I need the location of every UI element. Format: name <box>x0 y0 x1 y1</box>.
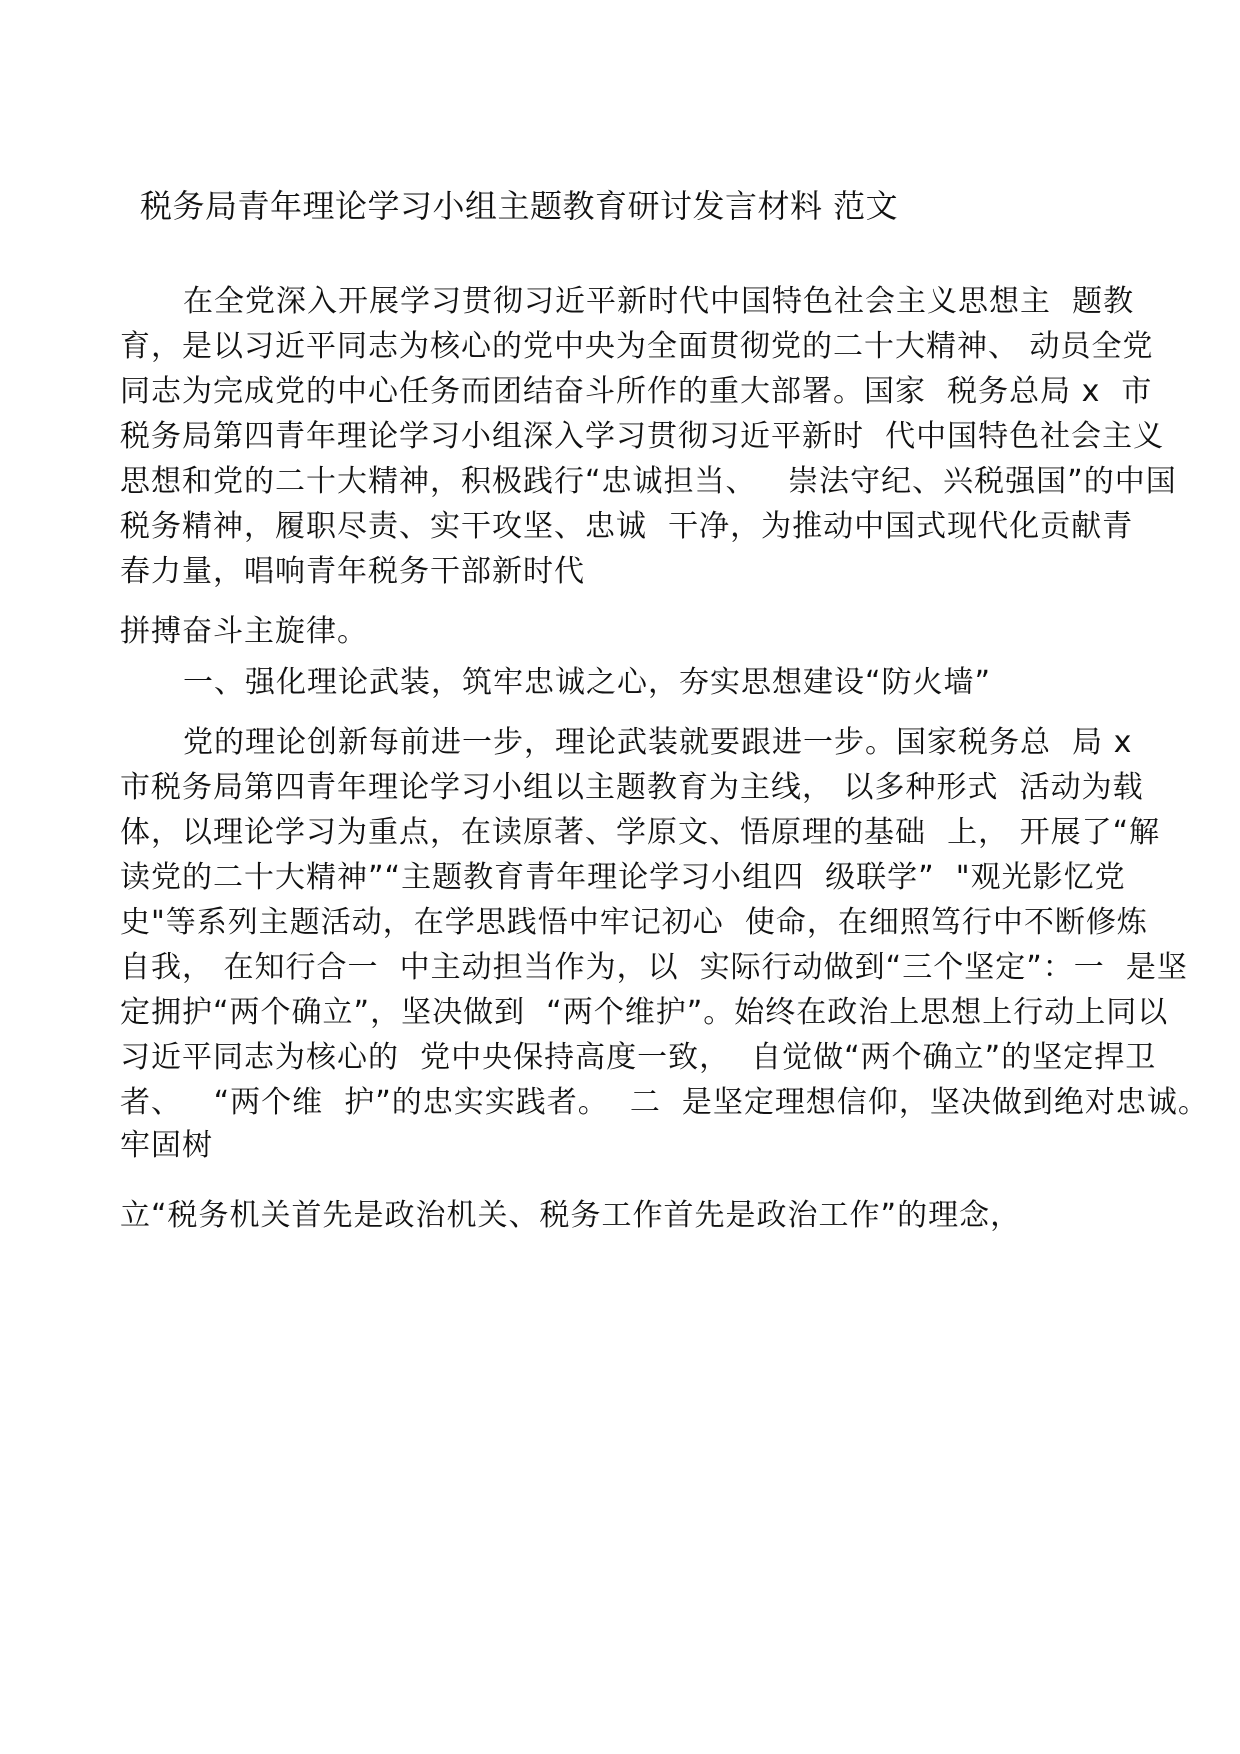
intro-line-5: 思想和党的二十大精神，积极践行“忠诚担当、 崇法守纪、兴税强国”的中国 <box>120 464 1177 499</box>
section1-tail: 立“税务机关首先是政治机关、税务工作首先是政治工作”的理念， <box>120 1198 1022 1233</box>
intro-line-2: 育，是以习近平同志为核心的党中央为全面贯彻党的二十大精神、 动员全党 <box>120 329 1154 364</box>
section1-line-2: 市税务局第四青年理论学习小组以主题教育为主线， 以多种形式 活动为载 <box>120 770 1144 805</box>
section1-line-6: 自我， 在知行合一 中主动担当作为，以 实际行动做到“三个坚定”：一 是坚 <box>120 950 1188 985</box>
section1-heading: 一、强化理论武装，筑牢忠诚之心，夯实思想建设“防火墙” <box>183 665 992 700</box>
section1-line-5: 史"等系列主题活动，在学思践悟中牢记初心 使命，在细照笃行中不断修炼 <box>120 905 1148 940</box>
section1-line-1: 党的理论创新每前进一步，理论武装就要跟进一步。国家税务总 局 x <box>183 725 1133 760</box>
section1-line-4: 读党的二十大精神”“主题教育青年理论学习小组四 级联学” "观光影忆党 <box>120 860 1126 895</box>
section1-line-10: 牢固树 <box>120 1128 213 1163</box>
intro-tail: 拼搏奋斗主旋律。 <box>120 614 368 649</box>
intro-line-4: 税务局第四青年理论学习小组深入学习贯彻习近平新时 代中国特色社会主义 <box>120 419 1165 454</box>
intro-line-1: 在全党深入开展学习贯彻习近平新时代中国特色社会主义思想主 题教 <box>183 284 1135 319</box>
intro-line-3: 同志为完成党的中心任务而团结奋斗所作的重大部署。国家 税务总局 x 市 <box>120 374 1153 409</box>
intro-line-7: 春力量，唱响青年税务干部新时代 <box>120 554 585 589</box>
section1-line-7: 定拥护“两个确立”，坚决做到 “两个维护”。始终在政治上思想上行动上同以 <box>120 995 1169 1030</box>
document-title: 税务局青年理论学习小组主题教育研讨发言材料 范文 <box>140 187 899 225</box>
section1-line-9: 者、 “两个维 护”的忠实实践者。 二 是坚定理想信仰，坚决做到绝对忠诚。 <box>120 1085 1209 1120</box>
intro-line-6: 税务精神，履职尽责、实干攻坚、忠诚 干净，为推动中国式现代化贡献青 <box>120 509 1134 544</box>
section1-line-8: 习近平同志为核心的 党中央保持高度一致， 自觉做“两个确立”的坚定捍卫 <box>120 1040 1157 1075</box>
section1-line-3: 体，以理论学习为重点，在读原著、学原文、悟原理的基础 上， 开展了“解 <box>120 815 1161 850</box>
